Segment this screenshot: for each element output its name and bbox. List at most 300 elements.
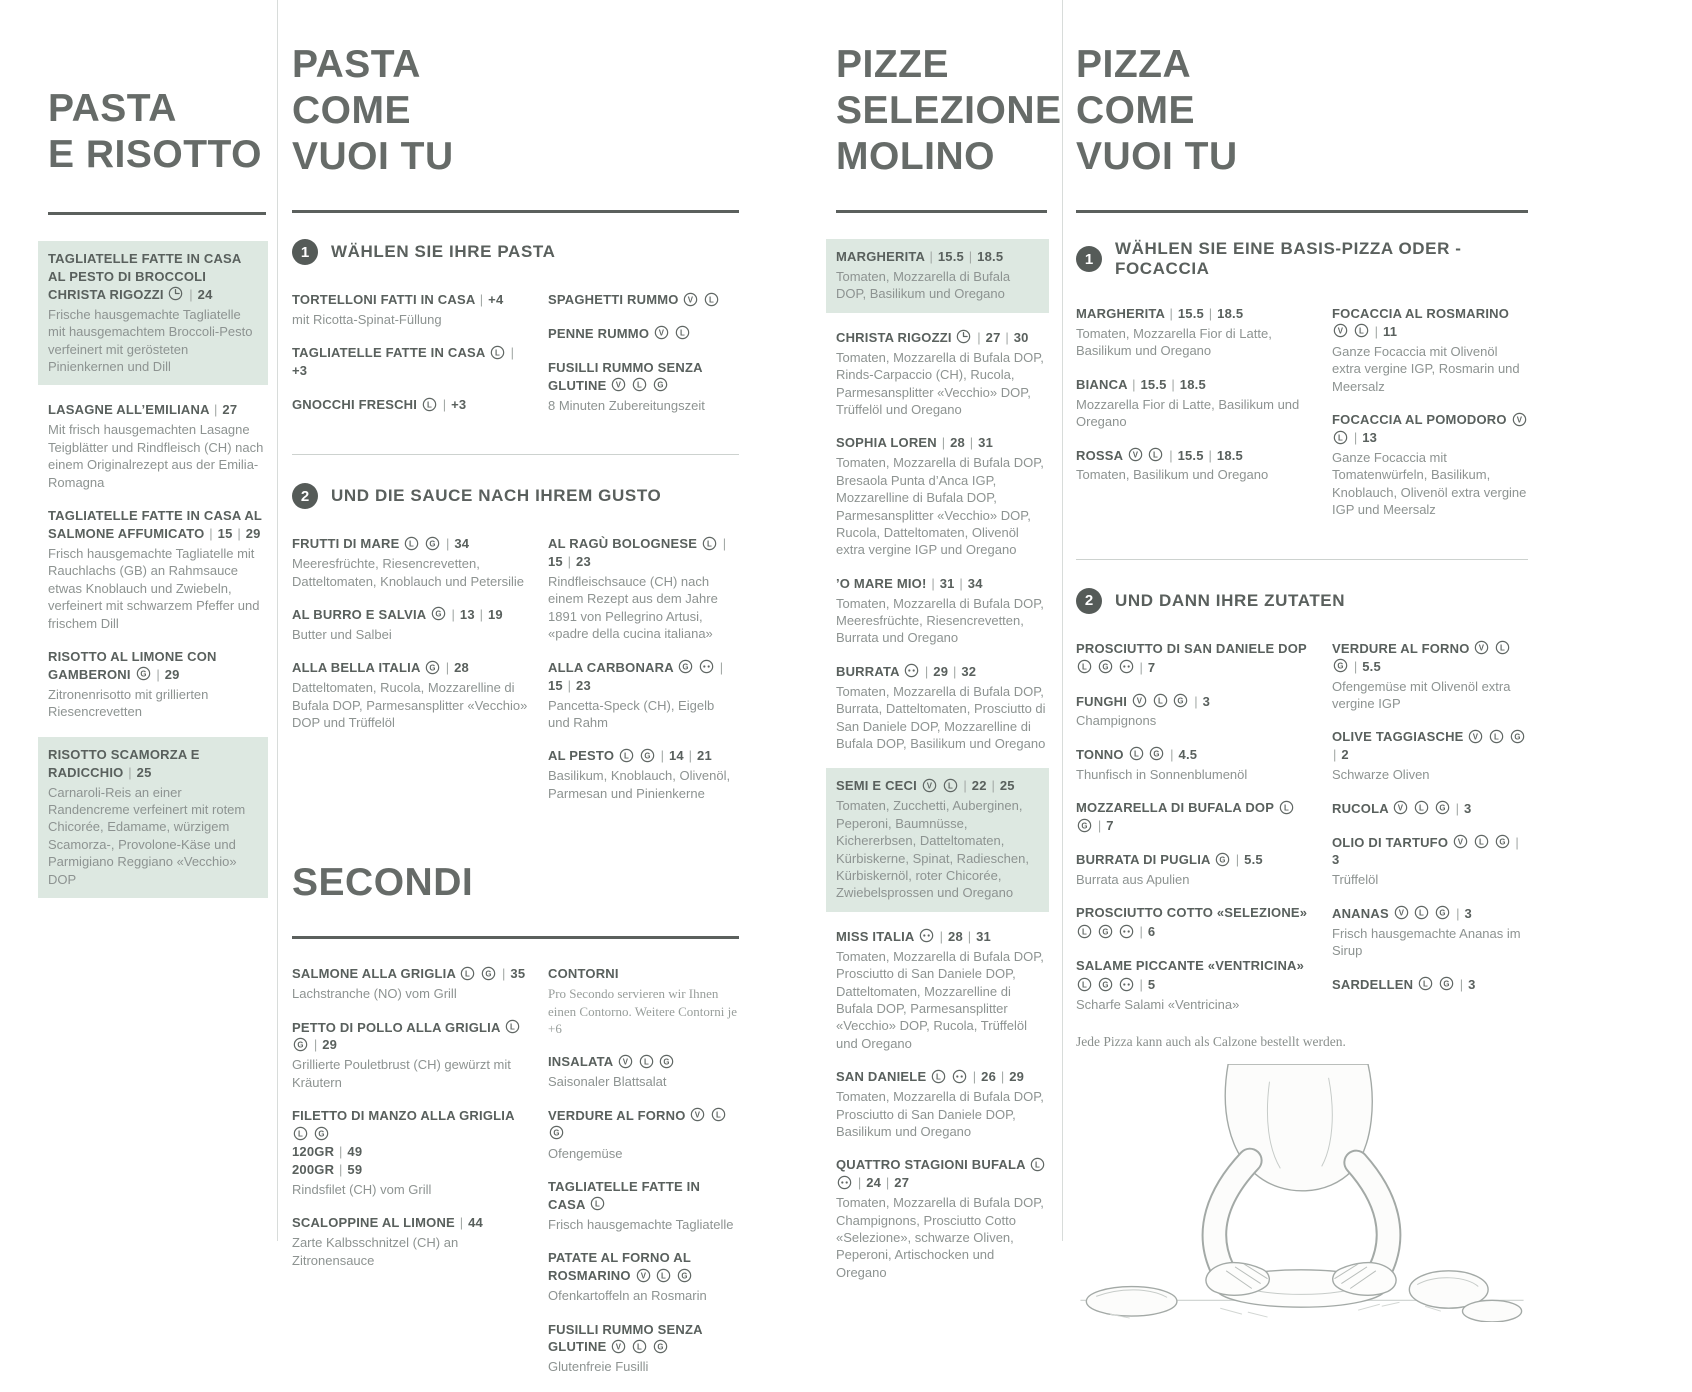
gluten-free-icon [1510, 729, 1525, 744]
menu-item-name: TAGLIATELLE FATTE IN CASA [548, 1178, 701, 1212]
gluten-free-icon [1149, 746, 1164, 761]
svg-text:G: G [663, 1057, 670, 1067]
menu-item-description: Rindsfilet (CH) vom Grill [292, 1181, 432, 1197]
menu-item-name: VERDURE AL FORNO [548, 1107, 686, 1123]
menu-item-title: TONNO L G | 4.5 [1076, 746, 1198, 762]
menu-item-description: Tomaten, Zucchetti, Auberginen, Peperoni, Baumnüsse, Kichererbsen, Datteltomaten, Kürbiskerne, Spinat, Radieschen, Kürbiskernöl, roter Chicorée, Zwiebelsprossen und Oregano [836, 798, 1029, 901]
menu-item-title [548, 1249, 739, 1285]
lactose-free-icon [1414, 905, 1429, 920]
choose-toppings-columns [1076, 640, 1528, 1030]
section-rule [1076, 210, 1528, 213]
pork-icon [952, 1069, 967, 1084]
menu-item [292, 291, 528, 328]
menu-item-name: OLIO DI TARTUFO [1332, 834, 1449, 850]
menu-item-price-line: 120GR | 49 [292, 1144, 363, 1160]
vegan-icon [690, 1107, 705, 1122]
gluten-free-icon [1435, 800, 1450, 815]
vegan-icon [1128, 447, 1143, 462]
lactose-free-icon [1030, 1157, 1045, 1172]
svg-text:L: L [509, 1022, 515, 1032]
lactose-free-icon [1414, 800, 1429, 815]
choose-sauce-right [548, 535, 739, 818]
menu-item-name: TAGLIATELLE FATTE IN CASA AL SALMONE AFFUMICATO [48, 508, 262, 541]
menu-item-description: Pro Secondo servieren wir Ihnen einen Contorno. Weitere Contorni je +6 [548, 986, 737, 1036]
svg-text:V: V [695, 1110, 701, 1120]
lactose-free-icon [711, 1107, 726, 1122]
menu-item-description: Schwarze Oliven [1332, 767, 1430, 783]
menu-item-name: FOCACCIA AL POMODORO [1332, 412, 1507, 428]
vegan-icon [922, 778, 937, 793]
gluten-free-icon [431, 606, 446, 621]
menu-item-title: MARGHERITA | 15.5 | 18.5 [1076, 306, 1244, 322]
preparation-time-icon [168, 286, 183, 301]
svg-text:L: L [643, 1057, 649, 1067]
menu-item-description: Butter und Salbei [292, 626, 392, 642]
menu-item-description: Tomaten, Mozzarella di Bufala DOP, Burrata, Datteltomaten, Prosciutto di San Daniele DOP, Mozzarelline di Bufala DOP, Basilikum und Oregano [836, 683, 1046, 752]
menu-item-description: Rindfleischsauce (CH) nach einem Rezept aus dem Jahre 1891 von Pellegrino Artusi, «padre della cucina italiana» [548, 574, 718, 642]
step-heading-choose-pasta [292, 239, 739, 265]
step-heading-choose-base [1076, 239, 1528, 279]
menu-item-name: BURRATA DI PUGLIA [1076, 852, 1211, 868]
svg-text:G: G [657, 380, 664, 390]
menu-item-name: AL PESTO [548, 748, 615, 764]
menu-item [1332, 640, 1528, 713]
svg-text:L: L [1157, 696, 1163, 706]
menu-item [548, 659, 739, 732]
title-line: VUOI TU [1076, 135, 1238, 179]
menu-item-title [548, 1178, 739, 1214]
svg-text:G: G [681, 1270, 688, 1280]
menu-item [548, 965, 739, 1037]
svg-text:V: V [688, 294, 694, 304]
menu-item-name: BURRATA [836, 663, 900, 679]
menu-item-name: TONNO [1076, 746, 1124, 762]
menu-item [1076, 904, 1312, 941]
title-line: SELEZIONE [836, 89, 1062, 133]
menu-item [48, 507, 266, 632]
menu-item-description: Frisch hausgemachte Tagliatelle [548, 1216, 734, 1232]
lactose-free-icon [943, 778, 958, 793]
lactose-free-icon [490, 345, 505, 360]
svg-text:G: G [1102, 980, 1109, 990]
choose-pasta-right [548, 291, 739, 430]
svg-text:G: G [1219, 854, 1226, 864]
menu-item-description: Tomaten, Mozzarella di Bufala DOP, Bresaola Punta d’Anca IGP, Mozzarelline di Bufala DOP, Parmesansplitter «Vecchio» DOP, Rucola, Datteltomaten, Olivenöl extra vergine IGP und Oregano [836, 455, 1044, 558]
menu-item [836, 928, 1047, 1052]
menu-item-name: FUSILLI RUMMO SENZA GLUTINE [548, 359, 703, 393]
menu-item-title [548, 291, 739, 309]
menu-item-title: VERDURE AL FORNO V L G | 5.5 [1332, 640, 1528, 676]
section-thin-rule [292, 454, 739, 455]
menu-item-title: QUATTRO STAGIONI BUFALA L | 24 | 27 [836, 1156, 1047, 1192]
menu-item-description: mit Ricotta-Spinat-Füllung [292, 311, 442, 327]
svg-text:L: L [1082, 662, 1087, 672]
pasta-risotto-items [48, 241, 266, 898]
svg-text:V: V [1479, 643, 1485, 653]
menu-item-description: Glutenfreie Fusilli [548, 1359, 649, 1375]
menu-item-name: CHRISTA RIGOZZI [836, 329, 952, 345]
vegan-icon [611, 1339, 626, 1354]
menu-item [292, 606, 528, 643]
lactose-free-icon [656, 1268, 671, 1283]
menu-item-title: FUNGHI V L G | 3 [1076, 693, 1211, 709]
lactose-free-icon [1077, 924, 1092, 939]
menu-item-name: CONTORNI [548, 966, 619, 982]
lactose-free-icon [702, 536, 717, 551]
gluten-free-icon [1098, 924, 1113, 939]
menu-item-description: Zarte Kalbsschnitzel (CH) an Zitronensauce [292, 1235, 459, 1268]
gluten-free-icon [425, 536, 440, 551]
menu-item-title [1076, 904, 1312, 922]
menu-item [826, 239, 1049, 313]
menu-item-name: PETTO DI POLLO ALLA GRIGLIA [292, 1019, 501, 1035]
pork-icon [1119, 924, 1134, 939]
menu-item-title [548, 965, 739, 983]
svg-text:L: L [637, 1342, 643, 1352]
menu-item-name: SALMONE ALLA GRIGLIA [292, 966, 456, 982]
gluten-free-icon [653, 377, 668, 392]
menu-item-title: TAGLIATELLE FATTE IN CASA AL PESTO DI BROCCOLI CHRISTA RIGOZZI | 24 [48, 251, 242, 302]
menu-item-description: Tomaten, Basilikum und Oregano [1076, 467, 1269, 483]
menu-item [836, 663, 1047, 753]
menu-item-name: RISOTTO AL LIMONE CON GAMBERONI [48, 648, 217, 682]
gluten-free-icon [1098, 977, 1113, 992]
section-title-pizza-come-vuoi-tu [1076, 42, 1528, 180]
menu-item-name: FOCACCIA AL ROSMARINO [1332, 306, 1510, 322]
menu-item-title [548, 1107, 739, 1143]
svg-text:V: V [1398, 908, 1404, 918]
menu-item [1076, 957, 1312, 1013]
column-divider [277, 0, 278, 1241]
menu-item-name: PENNE RUMMO [548, 325, 650, 341]
svg-text:V: V [1337, 326, 1344, 336]
menu-item-description: Pancetta-Speck (CH), Eigelb und Rahm [548, 697, 715, 730]
menu-item [1332, 411, 1528, 519]
menu-item-title: SAN DANIELE L | 26 | 29 [836, 1069, 1025, 1085]
menu-item-title: SCALOPPINE AL LIMONE | 44 [292, 1215, 483, 1231]
menu-item [292, 344, 528, 380]
menu-item [836, 575, 1047, 647]
svg-text:G: G [1337, 661, 1344, 671]
menu-item-name: FUNGHI [1076, 693, 1128, 709]
menu-item-name: TAGLIATELLE FATTE IN CASA AL PESTO DI BROCCOLI CHRISTA RIGOZZI [48, 251, 242, 302]
step-number-badge: 2 [292, 483, 318, 509]
title-line: E RISOTTO [48, 133, 262, 177]
svg-text:G: G [1439, 908, 1446, 918]
choose-pasta-left [292, 291, 528, 430]
svg-text:L: L [1418, 803, 1424, 813]
svg-text:G: G [1102, 662, 1109, 672]
svg-text:L: L [1283, 802, 1289, 812]
lactose-free-icon [632, 377, 647, 392]
pork-icon [919, 928, 934, 943]
lactose-free-icon [404, 536, 419, 551]
menu-item-name: LASAGNE ALL’EMILIANA [48, 402, 210, 418]
menu-item-name: SPAGHETTI RUMMO [548, 292, 679, 308]
svg-text:L: L [947, 781, 953, 791]
menu-item-description: Zitronenrisotto mit grillierten Riesencrevetten [48, 686, 209, 720]
menu-item-title: MOZZARELLA DI BUFALA DOP L G | 7 [1076, 799, 1312, 835]
section-rule [292, 210, 739, 213]
menu-item [836, 1156, 1047, 1281]
menu-item [1332, 834, 1528, 889]
menu-item-price-line: 200GR | 59 [292, 1162, 363, 1177]
svg-text:V: V [1516, 414, 1522, 424]
menu-item-title: TAGLIATELLE FATTE IN CASA L | +3 [292, 345, 515, 379]
menu-item [548, 1107, 739, 1162]
menu-item-description: Tomaten, Mozzarella di Bufala DOP, Prosciutto di San Daniele DOP, Basilikum und Oregano [836, 1089, 1044, 1139]
menu-item-icons-price: L G | 6 [1076, 923, 1312, 941]
menu-item-description: Ofenkartoffeln an Rosmarin [548, 1288, 707, 1304]
menu-item [1076, 305, 1312, 360]
menu-item-description: Tomaten, Mozzarella di Bufala DOP, Champignons, Prosciutto Cotto «Selezione», schwarze Oliven, Peperoni, Artischocken und Oregano [836, 1195, 1044, 1280]
menu-item-title: BURRATA DI PUGLIA G | 5.5 [1076, 852, 1263, 868]
gluten-free-icon [1173, 693, 1188, 708]
menu-item-name: AL BURRO E SALVIA [292, 606, 426, 622]
lactose-free-icon [1129, 746, 1144, 761]
svg-text:G: G [1498, 837, 1506, 847]
svg-text:G: G [1102, 927, 1109, 937]
vegan-icon [1468, 729, 1483, 744]
menu-item [548, 1321, 739, 1376]
step-number-badge: 1 [1076, 246, 1102, 272]
choose-pasta-columns [292, 291, 739, 430]
svg-text:L: L [716, 1110, 722, 1120]
section-title-pizze-selezione-molino [836, 42, 1062, 180]
gluten-free-icon [1435, 905, 1450, 920]
svg-text:V: V [1397, 803, 1404, 813]
step-number-badge: 1 [292, 239, 318, 265]
gluten-free-icon [1333, 658, 1348, 673]
svg-text:L: L [1478, 837, 1484, 847]
lactose-free-icon [931, 1069, 946, 1084]
lactose-free-icon [1077, 977, 1092, 992]
title-line: PASTA [292, 43, 421, 86]
choose-toppings-right [1332, 640, 1528, 1010]
menu-item-title: OLIO DI TARTUFO V L G | 3 [1332, 834, 1519, 868]
svg-text:L: L [409, 538, 415, 548]
menu-item-title: ROSSA V L | 15.5 | 18.5 [1076, 447, 1243, 463]
menu-item [548, 1249, 739, 1304]
menu-item [1076, 640, 1312, 677]
svg-text:G: G [1514, 732, 1521, 742]
vegan-icon [1333, 323, 1348, 338]
menu-item-title: PETTO DI POLLO ALLA GRIGLIA L G | 29 [292, 1019, 528, 1055]
lactose-free-icon [1489, 729, 1504, 744]
svg-text:G: G [429, 663, 436, 673]
section-title-secondi: SECONDI [292, 861, 474, 905]
svg-text:V: V [1457, 837, 1464, 847]
vegan-icon [1474, 640, 1489, 655]
pizze-selezione-items [836, 239, 1047, 1281]
svg-text:V: V [1132, 450, 1138, 460]
menu-item-description: Frische hausgemachte Tagliatelle mit hausgemachtem Broccoli-Pesto verfeinert mit gerösteten Pinienkernen und Dill [48, 306, 253, 375]
choose-base-columns [1076, 305, 1528, 535]
menu-item [548, 291, 739, 309]
lactose-free-icon [1354, 323, 1369, 338]
menu-item-description: Tomaten, Mozzarella Fior di Latte, Basilikum und Oregano [1076, 325, 1272, 359]
menu-item [1076, 851, 1312, 888]
menu-item-name: SAN DANIELE [836, 1069, 927, 1085]
svg-text:L: L [426, 400, 432, 410]
menu-item [292, 1214, 528, 1269]
svg-text:G: G [682, 662, 689, 672]
choose-sauce-left [292, 535, 528, 747]
lactose-free-icon [460, 966, 475, 981]
svg-text:G: G [1081, 820, 1088, 830]
svg-text:V: V [616, 380, 622, 390]
menu-item-name: MOZZARELLA DI BUFALA DOP [1076, 800, 1274, 816]
svg-text:L: L [1419, 908, 1425, 918]
menu-item-title: ANANAS V L G | 3 [1332, 905, 1472, 921]
menu-item-name: ANANAS [1332, 905, 1389, 921]
svg-text:G: G [485, 968, 492, 978]
menu-item-name: ALLA CARBONARA [548, 659, 674, 675]
lactose-free-icon [1279, 800, 1294, 815]
menu-item [1332, 728, 1528, 783]
menu-item-name: TAGLIATELLE FATTE IN CASA [292, 345, 486, 361]
svg-text:V: V [1473, 732, 1479, 742]
gluten-free-icon [653, 1339, 668, 1354]
menu-item-name: FILETTO DI MANZO ALLA GRIGLIA [292, 1108, 515, 1124]
menu-item-name: SEMI E CECI [836, 778, 917, 794]
vegan-icon [618, 1054, 633, 1069]
svg-text:G: G [139, 669, 147, 679]
menu-item-description: Frisch hausgemachte Ananas im Sirup [1332, 925, 1521, 959]
gluten-free-icon [549, 1125, 564, 1140]
choose-base-right [1332, 305, 1528, 535]
column-divider [1062, 0, 1063, 1241]
menu-item [836, 434, 1047, 558]
vegan-icon [1394, 905, 1409, 920]
menu-item-description: Ofengemüse mit Olivenöl extra vergine IGP [1332, 678, 1511, 711]
svg-text:L: L [1082, 980, 1087, 990]
menu-item-title: SOPHIA LOREN | 28 | 31 [836, 435, 993, 451]
svg-text:G: G [553, 1128, 560, 1138]
secondi-columns [292, 965, 739, 1392]
step-heading-choose-sauce [292, 483, 739, 509]
vegan-icon [1132, 693, 1147, 708]
svg-text:L: L [661, 1270, 667, 1280]
menu-item [548, 1053, 739, 1090]
menu-item-name: ROSSA [1076, 447, 1123, 463]
lactose-free-icon [632, 1339, 647, 1354]
menu-item-name: OLIVE TAGGIASCHE [1332, 729, 1464, 745]
title-line: PIZZE [836, 43, 950, 86]
menu-item-description: Scharfe Salami «Ventricina» [1076, 997, 1240, 1013]
svg-text:L: L [1500, 643, 1506, 653]
menu-item-description: Tomaten, Mozzarella di Bufala DOP, Rinds-Carpaccio (CH), Rucola, Parmesansplitter «Vecchio» DOP, Trüffelöl und Oregano [836, 349, 1044, 417]
section-pasta-come-vuoi-tu [292, 0, 739, 1392]
menu-item-name: ALLA BELLA ITALIA [292, 660, 421, 676]
pork-icon [904, 663, 919, 678]
menu-item-title [1076, 957, 1312, 975]
vegan-icon [683, 292, 698, 307]
menu-item-name: SCALOPPINE AL LIMONE [292, 1215, 455, 1231]
menu-item-description: Ofengemüse [548, 1145, 623, 1161]
svg-text:G: G [435, 609, 442, 619]
lactose-free-icon [293, 1126, 308, 1141]
pork-icon [837, 1175, 852, 1190]
menu-item-name: MARGHERITA [836, 249, 925, 265]
gluten-free-icon [677, 1268, 692, 1283]
step-number-badge: 2 [1076, 588, 1102, 614]
choose-sauce-columns [292, 535, 739, 818]
menu-item [548, 1178, 739, 1233]
svg-text:V: V [1136, 696, 1143, 706]
menu-item [1076, 746, 1312, 783]
choose-toppings-left [1076, 640, 1312, 1030]
menu-item-description: Ganze Focaccia mit Tomatenwürfeln, Basilikum, Knoblauch, Olivenöl extra vergine IGP und Meersalz [1332, 450, 1527, 518]
svg-text:V: V [622, 1057, 628, 1067]
menu-item-title [292, 1107, 528, 1143]
pork-icon [699, 659, 714, 674]
title-line: VUOI TU [292, 135, 454, 179]
menu-item-title: RISOTTO AL LIMONE CON GAMBERONI G | 29 [48, 648, 217, 682]
menu-item-icons-price: L G | 5 [1076, 976, 1312, 994]
dough-kneading-illustration [1076, 1064, 1528, 1322]
menu-item-description: Tomaten, Mozzarella di Bufala DOP, Meeresfrüchte, Riesencrevetten, Burrata und Oregano [836, 595, 1044, 646]
lactose-free-icon [1495, 640, 1510, 655]
menu-item-title [548, 359, 739, 395]
svg-text:V: V [616, 1342, 622, 1352]
vegan-icon [1512, 412, 1527, 427]
menu-item-description: Frisch hausgemachte Tagliatelle mit Rauchlachs (GB) an Rahmsauce etwas Knoblauch und Zwiebeln, verfeinert mit schwarzem Pfeffer und frischem Dill [48, 545, 260, 631]
menu-item-title: ALLA CARBONARA G | 15 | 23 [548, 659, 724, 693]
menu-item-name: TORTELLONI FATTI IN CASA [292, 292, 475, 308]
gluten-free-icon [1439, 976, 1454, 991]
secondi-left [292, 965, 528, 1285]
menu-item-title: ALLA BELLA ITALIA G | 28 [292, 660, 469, 676]
menu-item-title: RISOTTO SCAMORZA E RADICCHIO | 25 [48, 746, 200, 780]
choose-base-left [1076, 305, 1312, 500]
menu-item-title: FRUTTI DI MARE L G | 34 [292, 536, 470, 552]
lactose-free-icon [704, 292, 719, 307]
section-pizze-selezione-molino [836, 0, 1062, 1297]
menu-item [548, 747, 739, 802]
svg-text:L: L [1358, 326, 1364, 336]
title-line: PIZZA [1076, 43, 1192, 86]
lactose-free-icon [1077, 659, 1092, 674]
menu-item [826, 768, 1049, 911]
menu-item-description: Saisonaler Blattsalat [548, 1074, 667, 1090]
svg-text:G: G [644, 751, 651, 761]
title-line: PASTA [48, 87, 177, 130]
menu-item-description: 8 Minuten Zubereitungszeit [548, 397, 705, 413]
menu-item-title: GNOCCHI FRESCHI L | +3 [292, 397, 467, 413]
secondi-right [548, 965, 739, 1392]
menu-item-title: BURRATA | 29 | 32 [836, 663, 977, 679]
svg-text:L: L [1153, 450, 1159, 460]
title-line: COME [1076, 89, 1195, 133]
step-heading-label: UND DANN IHRE ZUTATEN [1115, 590, 1346, 610]
lactose-free-icon [1474, 834, 1489, 849]
svg-text:G: G [318, 1128, 325, 1138]
gluten-free-icon [293, 1037, 308, 1052]
menu-item-description: Basilikum, Knoblauch, Olivenöl, Parmesan und Pinienkerne [548, 768, 731, 801]
menu-item-name: RUCOLA [1332, 800, 1389, 816]
menu-item-name: SOPHIA LOREN [836, 435, 937, 451]
menu-item [1076, 693, 1312, 730]
menu-item-description: Grillierte Pouletbrust (CH) gewürzt mit Kräutern [292, 1057, 511, 1090]
menu-item-name: SALAME PICCANTE «VENTRICINA» [1076, 958, 1305, 974]
menu-item-title: FOCACCIA AL ROSMARINO V L | 11 [1332, 306, 1510, 339]
section-thin-rule [1076, 559, 1528, 560]
menu-item-description: Meeresfrüchte, Riesencrevetten, Datteltomaten, Knoblauch und Petersilie [292, 556, 524, 589]
section-title-pasta-come-vuoi-tu [292, 42, 739, 180]
menu-item-title: BIANCA | 15.5 | 18.5 [1076, 376, 1206, 392]
lactose-free-icon [619, 748, 634, 763]
